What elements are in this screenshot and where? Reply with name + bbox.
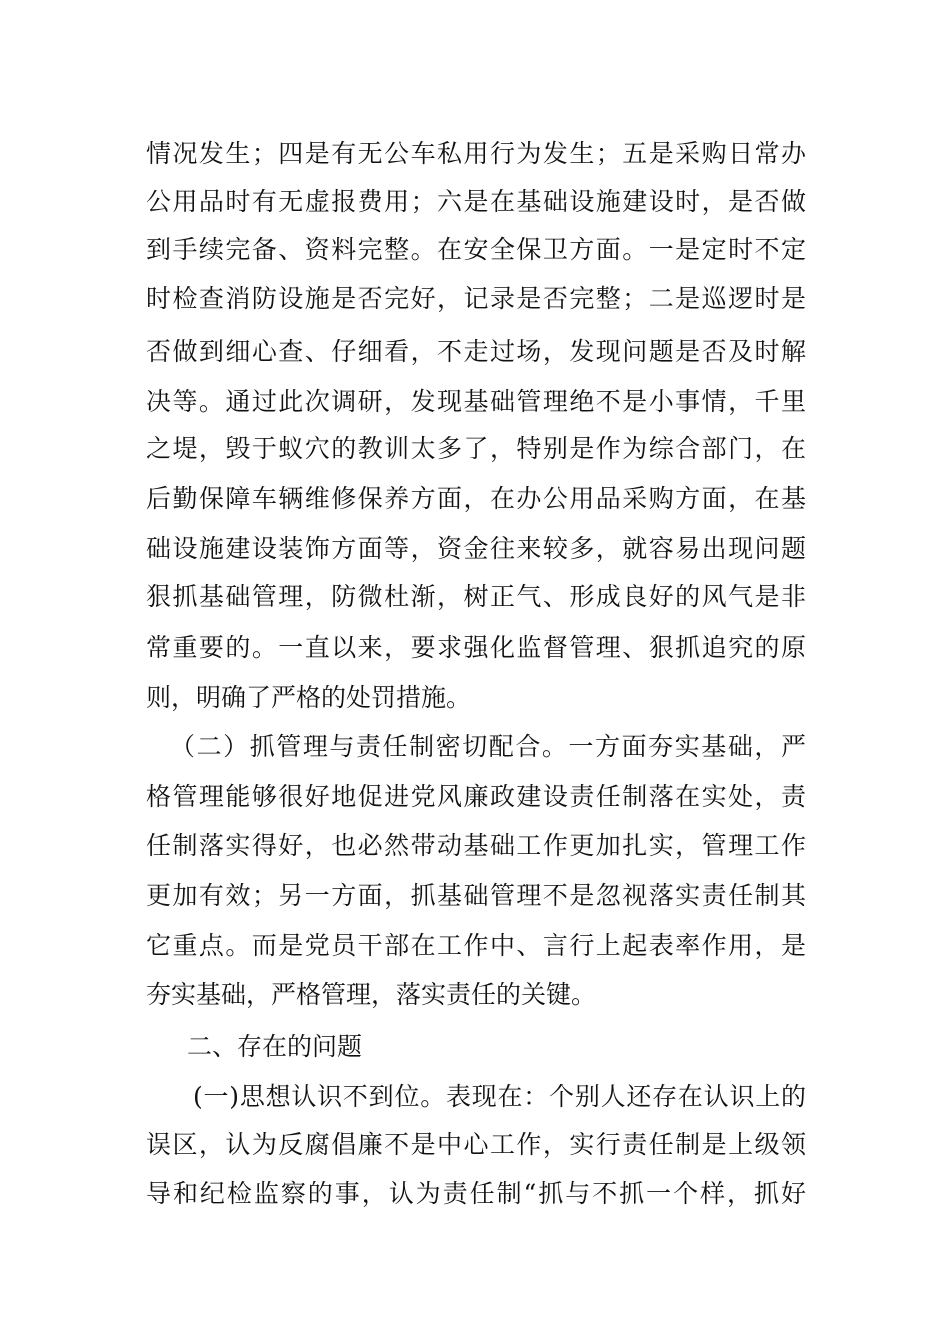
text-line: 之堤，毁于蚁穴的教训太多了，特别是作为综合部门，在 bbox=[146, 434, 806, 463]
text-line: 格管理能够很好地促进党风廉政建设责任制落在实处，责 bbox=[146, 782, 806, 811]
text-line: 公用品时有无虚报费用；六是在基础设施建设时，是否做 bbox=[146, 187, 806, 216]
paragraph-first-line: (一)思想认识不到位。表现在：个别人还存在认识上的 bbox=[193, 1082, 806, 1111]
text-line: 否做到细心查、仔细看，不走过场，发现问题是否及时解 bbox=[146, 337, 806, 366]
text-line: 情况发生；四是有无公车私用行为发生；五是采购日常办 bbox=[146, 139, 806, 168]
text-line: 则，明确了严格的处罚措施。 bbox=[146, 683, 472, 712]
text-line: 任制落实得好，也必然带动基础工作更加扎实，管理工作 bbox=[146, 831, 806, 860]
section-heading: 二、存在的问题 bbox=[187, 1032, 363, 1061]
text-line: 常重要的。一直以来，要求强化监督管理、狠抓追究的原 bbox=[146, 633, 806, 662]
text-line: 到手续完备、资料完整。在安全保卫方面。一是定时不定 bbox=[146, 235, 806, 264]
text-line: 更加有效；另一方面，抓基础管理不是忽视落实责任制其 bbox=[146, 881, 806, 910]
text-line: 后勤保障车辆维修保养方面，在办公用品采购方面，在基 bbox=[146, 484, 806, 513]
text-line: 夯实基础，严格管理，落实责任的关键。 bbox=[146, 980, 597, 1009]
text-line: 它重点。而是党员干部在工作中、言行上起表率作用，是 bbox=[146, 931, 806, 960]
text-line: 误区，认为反腐倡廉不是中心工作，实行责任制是上级领 bbox=[146, 1130, 806, 1159]
text-line: 时检查消防设施是否完好，记录是否完整；二是巡逻时是 bbox=[146, 284, 806, 313]
text-line: 导和纪检监察的事，认为责任制“抓与不抓一个样，抓好 bbox=[146, 1179, 806, 1208]
text-line: 狠抓基础管理，防微杜渐，树正气、形成良好的风气是非 bbox=[146, 582, 806, 611]
text-line: 决等。通过此次调研，发现基础管理绝不是小事情，千里 bbox=[146, 387, 806, 416]
paragraph-first-line: （二）抓管理与责任制密切配合。一方面夯实基础，严 bbox=[170, 732, 806, 761]
text-line: 础设施建设装饰方面等，资金往来较多，就容易出现问题 bbox=[146, 534, 806, 563]
